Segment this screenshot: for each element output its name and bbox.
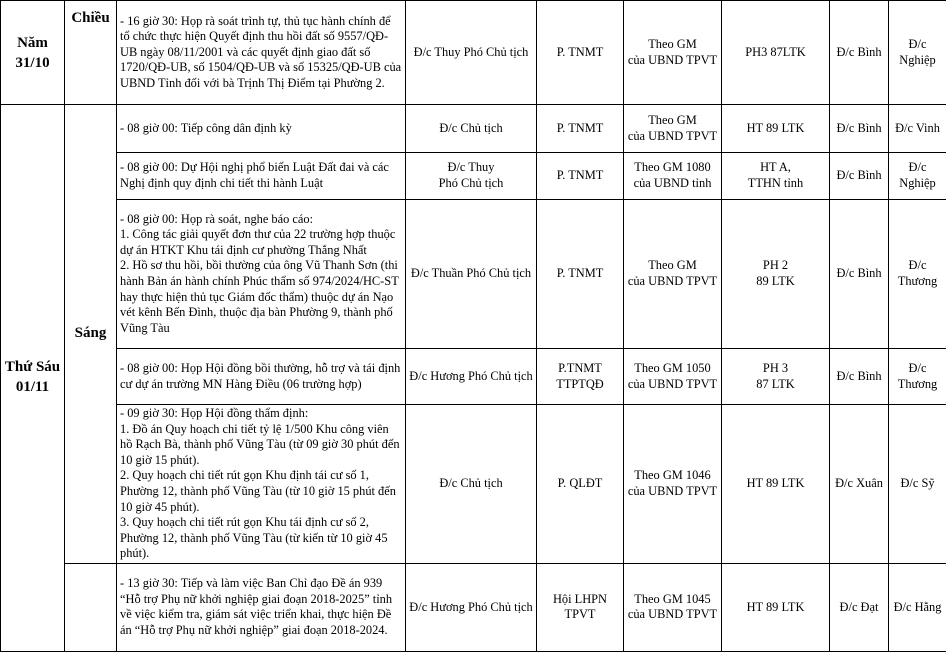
- driver-cell: Đ/c Bình: [830, 105, 889, 153]
- chair-cell: Đ/c Chủ tịch: [406, 105, 537, 153]
- table-row: [1, 1, 946, 105]
- attendees-cell: Theo GM của UBND TPVT: [624, 200, 722, 349]
- driver-cell: Đ/c Bình: [830, 349, 889, 405]
- attendees-cell: Theo GM 1046 của UBND TPVT: [624, 405, 722, 564]
- chair-cell: Đ/c Hương Phó Chủ tịch: [406, 349, 537, 405]
- driver-cell: Đ/c Xuân: [830, 405, 889, 564]
- session-morning: Sáng: [65, 105, 117, 564]
- meeting-content: - 08 giờ 00: Họp Hội đồng bồi thường, hỗ trợ và tái định cư dự án trường MN Hàng Điều (06 trường hợp): [117, 349, 406, 405]
- weekday-label: Năm: [17, 34, 48, 51]
- table-row: [1, 200, 946, 349]
- meeting-content: - 13 giờ 30: Tiếp và làm việc Ban Chỉ đạo Đề án 939 “Hỗ trợ Phụ nữ khởi nghiệp giai đoạn 2018-2025” tỉnh về việc kiểm tra, giám sát việc triển khai, thực hiện Đề án “Hỗ trợ Phụ nữ khởi nghiệp” giai đoạn 2018-2024.: [117, 563, 406, 651]
- attendees-cell: Theo GM của UBND TPVT: [624, 105, 722, 153]
- press-cell: Đ/c Nghiệp: [889, 1, 946, 105]
- table-row: [1, 405, 946, 564]
- weekday-label: Thứ Sáu: [4, 359, 61, 376]
- date-label: 31/10: [15, 54, 50, 71]
- prepare-cell: P.TNMT TTPTQĐ: [537, 349, 624, 405]
- press-cell: Đ/c Hằng: [889, 563, 946, 651]
- driver-cell: Đ/c Bình: [830, 153, 889, 200]
- table-row: [1, 153, 946, 200]
- date-label: 01/11: [15, 379, 50, 396]
- attendees-cell: Theo GM của UBND TPVT: [624, 1, 722, 105]
- meeting-content: - 08 giờ 00: Dự Hội nghị phổ biến Luật Đất đai và các Nghị định quy định chi tiết thi hành Luật: [117, 153, 406, 200]
- session-afternoon: Chiều: [65, 1, 117, 105]
- venue-cell: HT 89 LTK: [722, 563, 830, 651]
- venue-cell: PH 3 87 LTK: [722, 349, 830, 405]
- meeting-content: - 08 giờ 00: Họp rà soát, nghe báo cáo: 1. Công tác giải quyết đơn thư của 22 trường hợp thuộc dự án HTKT Khu tái định cư phường Thắng Nhất 2. Hồ sơ thu hồi, bồi thường của ông Vũ Thanh Sơn (thi hành Bản án hành chính Phúc thẩm số 974/2024/HC-ST hay thực hiện thủ tục Giám đốc thẩm) thuộc dự án Nạo vét kênh Bến Đình, thuộc địa bàn Phường 9, thành phố Vũng Tàu: [117, 200, 406, 349]
- press-cell: Đ/c Vinh: [889, 105, 946, 153]
- chair-cell: Đ/c Thuần Phó Chủ tịch: [406, 200, 537, 349]
- venue-cell: PH 2 89 LTK: [722, 200, 830, 349]
- driver-cell: Đ/c Bình: [830, 200, 889, 349]
- prepare-cell: P. TNMT: [537, 105, 624, 153]
- attendees-cell: Theo GM 1080 của UBND tỉnh: [624, 153, 722, 200]
- press-cell: Đ/c Thương: [889, 349, 946, 405]
- table-row: [1, 105, 946, 153]
- chair-cell: Đ/c Hương Phó Chủ tịch: [406, 563, 537, 651]
- day-cell-friday: [1, 105, 65, 652]
- venue-cell: HT 89 LTK: [722, 405, 830, 564]
- press-cell: Đ/c Thương: [889, 200, 946, 349]
- chair-cell: Đ/c Thuy Phó Chủ tịch: [406, 1, 537, 105]
- day-cell-thursday: [1, 1, 65, 105]
- attendees-cell: Theo GM 1050 của UBND TPVT: [624, 349, 722, 405]
- prepare-cell: Hội LHPN TPVT: [537, 563, 624, 651]
- meeting-content: - 16 giờ 30: Họp rà soát trình tự, thủ tục hành chính để tổ chức thực hiện Quyết định thu hồi đất số 9557/QĐ-UB ngày 08/11/2001 và các quyết định giao đất số 1720/QĐ-UB, số 1504/QĐ-UB và số 15325/QĐ-UB của UBND Tỉnh đối với bà Trịnh Thị Điểm tại Phường 2.: [117, 1, 406, 105]
- table-row: [1, 349, 946, 405]
- driver-cell: Đ/c Đạt: [830, 563, 889, 651]
- prepare-cell: P. TNMT: [537, 200, 624, 349]
- press-cell: Đ/c Nghiệp: [889, 153, 946, 200]
- prepare-cell: P. TNMT: [537, 1, 624, 105]
- chair-cell: Đ/c Chủ tịch: [406, 405, 537, 564]
- chair-cell: Đ/c Thuy Phó Chủ tịch: [406, 153, 537, 200]
- table-row: [1, 563, 946, 651]
- session-afternoon-friday: [65, 563, 117, 651]
- venue-cell: HT 89 LTK: [722, 105, 830, 153]
- prepare-cell: P. TNMT: [537, 153, 624, 200]
- meeting-content: - 08 giờ 00: Tiếp công dân định kỳ: [117, 105, 406, 153]
- driver-cell: Đ/c Bình: [830, 1, 889, 105]
- prepare-cell: P. QLĐT: [537, 405, 624, 564]
- venue-cell: HT A, TTHN tỉnh: [722, 153, 830, 200]
- press-cell: Đ/c Sỹ: [889, 405, 946, 564]
- meeting-content: - 09 giờ 30: Họp Hội đồng thẩm định: 1. Đồ án Quy hoạch chi tiết tỷ lệ 1/500 Khu công viên hồ Rạch Bà, thành phố Vũng Tàu (từ 09 giờ 30 phút đến 10 giờ 15 phút). 2. Quy hoạch chi tiết rút gọn Khu định tái cư số 1, Phường 12, thành phố Vũng Tàu (từ 10 giờ 15 phút đến 10 giờ 45 phút). 3. Quy hoạch chi tiết rút gọn Khu tái định cư số 2, Phường 12, thành phố Vũng Tàu (từ kiến từ 10 giờ 45 phút).: [117, 405, 406, 564]
- venue-cell: PH3 87LTK: [722, 1, 830, 105]
- attendees-cell: Theo GM 1045 của UBND TPVT: [624, 563, 722, 651]
